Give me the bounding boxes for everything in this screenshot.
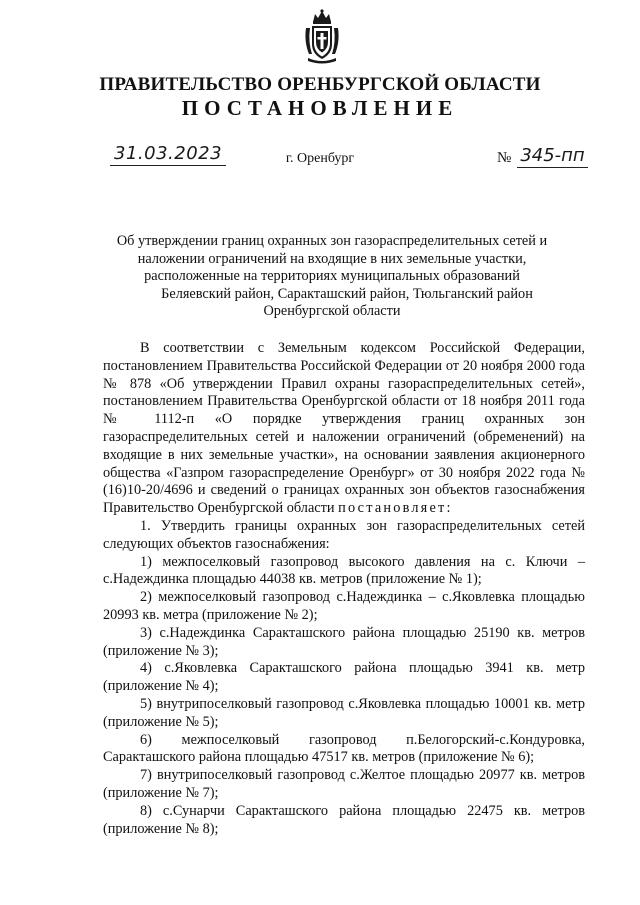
subject-line: Оренбургской области [263,303,401,319]
decree-number: 345-пп [517,145,587,168]
clause-1: 1. Утвердить границы охранных зон газораспределительных сетей следующих объектов газоснабжения: [103,517,585,552]
decree-subject [110,233,554,321]
list-item: 2) межпоселковый газопровод с.Надеждинка – с.Яковлевка площадью 20993 кв. метра (приложение № 2); [103,589,585,623]
decree-city: г. Оренбург [285,151,355,166]
number-sign: № [497,150,512,166]
list-item: 5) внутрипоселковый газопровод с.Яковлевка площадью 10001 кв. метр (приложение № 5); [103,695,585,730]
list-item: 1) межпоселковый газопровод высокого давления на с. Ключи – с.Надеждинка площадью 44038 кв. метров (приложение № 1); [103,553,585,588]
list-item: 7) внутрипоселковый газопровод с.Желтое площадью 20977 кв. метров (приложение № 7); [103,767,585,801]
government-name: ПРАВИТЕЛЬСТВО ОРЕНБУРГСКОЙ ОБЛАСТИ [99,74,541,95]
subject-line: Об утверждении границ охранных зон газораспределительных сетей и [116,233,548,249]
list-item: 3) с.Надеждинка Саракташского района площадью 25190 кв. метров (приложение № 3); [103,624,585,659]
list-item: 8) с.Сунарчи Саракташского района площадью 22475 кв. метров (приложение № 8); [103,802,585,837]
list-item: 6) межпоселковый газопровод п.Белогорский-с.Кондуровка, Саракташского района площадью 47517 кв. метров (приложение № 6); [103,731,585,766]
document-type: ПОСТАНОВЛЕНИЕ [181,96,459,120]
list-item: 4) с.Яковлевка Саракташского района площадью 3941 кв. метр (приложение № 4); [103,660,585,695]
subject-line: Беляевский район, Саракташский район, Тюльганский район [161,285,533,302]
subject-line: расположенные на территориях муниципальных образований [144,268,520,284]
coat-of-arms-emblem [303,8,341,64]
decree-body [103,340,585,838]
decree-number-block [497,145,588,168]
preamble-text: В соответствии с Земельным кодексом Российской Федерации, постановлением Правительства Российской Федерации от 20 ноября 2000 года № 878 «Об утверждении Правил охраны газораспределительных сетей», постановлением Правительства Оренбургской области от 18 ноября 2011 года № 1112-п «О порядке утверждения границ охранных зон газораспределительных сетей и наложении ограничений (обременений) на входящие в них земельные участки», на основании заявления акционерного общества «Газпром газораспределение Оренбург» от 30 ноября 2022 года № (16)10-20/4696 и сведений о границах охранных зон объектов газоснабжения Правительство Оренбургской области [103,340,585,517]
preamble-paragraph [103,340,585,518]
resolve-word: постановляет: [338,500,453,517]
decree-date: 31.03.2023 [110,143,226,166]
subject-line: наложении ограничений на входящие в них земельные участки, [137,250,527,267]
